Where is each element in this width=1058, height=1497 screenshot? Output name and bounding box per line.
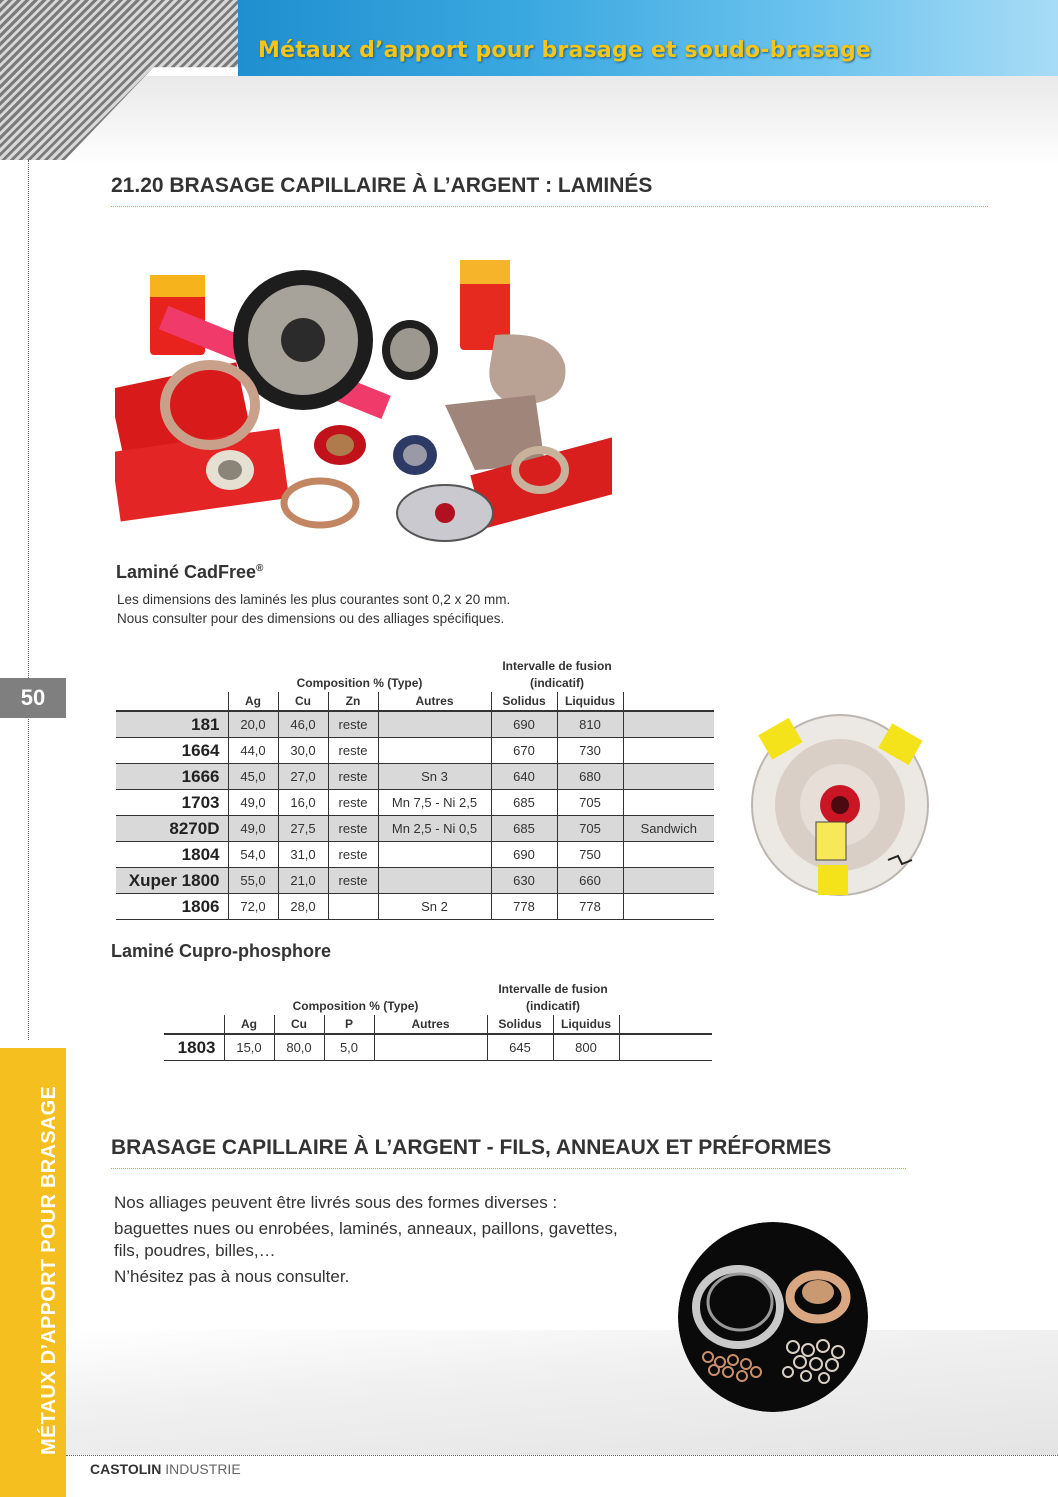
cell-solidus: 685 — [491, 790, 557, 816]
cell-ag: 44,0 — [228, 738, 278, 764]
footer-shade — [66, 1330, 1058, 1455]
cell-cu: 46,0 — [278, 711, 328, 738]
product-assortment-photo — [115, 255, 612, 550]
cell-liquidus: 750 — [557, 842, 623, 868]
cell-zn: reste — [328, 790, 378, 816]
col-header-zn: Zn — [328, 692, 378, 711]
cell-liquidus: 800 — [553, 1034, 619, 1061]
cell-autres — [378, 738, 491, 764]
forms-line2: baguettes nues ou enrobées, laminés, anneaux, paillons, gavettes, — [114, 1219, 618, 1238]
col-header-ag: Ag — [228, 692, 278, 711]
cell-autres: Sn 3 — [378, 764, 491, 790]
cell-zn — [328, 894, 378, 920]
cell-ag: 20,0 — [228, 711, 278, 738]
cell-liquidus: 730 — [557, 738, 623, 764]
alloy-code: 1804 — [116, 842, 228, 868]
cell-cu: 31,0 — [278, 842, 328, 868]
forms-line4: N’hésitez pas à nous consulter. — [114, 1267, 350, 1286]
alloy-code: 1703 — [116, 790, 228, 816]
cell-autres: Sn 2 — [378, 894, 491, 920]
cupro-title: Laminé Cupro-phosphore — [111, 941, 331, 961]
col-header-liquidus: Liquidus — [557, 692, 623, 711]
cell-cu: 27,0 — [278, 764, 328, 790]
cadfree-fusion-line1: Intervalle de fusion — [502, 659, 612, 673]
footer-brand-suffix: INDUSTRIE — [165, 1461, 241, 1477]
cadfree-description — [117, 590, 510, 628]
cupro-group-fusion — [487, 981, 619, 1015]
cell-liquidus: 705 — [557, 790, 623, 816]
cell-note — [623, 738, 714, 764]
cell-liquidus: 660 — [557, 868, 623, 894]
forms-line1: Nos alliages peuvent être livrés sous des formes diverses : — [114, 1193, 558, 1212]
table-row — [116, 816, 714, 842]
footer-brand-name: CASTOLIN — [90, 1461, 162, 1477]
cell-cu: 16,0 — [278, 790, 328, 816]
cell-cu: 21,0 — [278, 868, 328, 894]
cell-solidus: 645 — [487, 1034, 553, 1061]
col-header-cu: Cu — [274, 1015, 324, 1034]
cell-liquidus: 680 — [557, 764, 623, 790]
cell-solidus: 630 — [491, 868, 557, 894]
cell-autres — [378, 842, 491, 868]
cell-note — [623, 868, 714, 894]
laminate-reel-photo — [748, 710, 933, 900]
table-row — [116, 738, 714, 764]
table-row — [116, 842, 714, 868]
cell-autres — [378, 711, 491, 738]
cell-ag: 55,0 — [228, 868, 278, 894]
table-row — [116, 868, 714, 894]
forms-line3: fils, poudres, billes,… — [114, 1241, 276, 1260]
side-tab-label: MÉTAUX D’APPORT POUR BRASAGE — [38, 1085, 60, 1455]
cell-cu: 30,0 — [278, 738, 328, 764]
header-title: Métaux d’apport pour brasage et soudo-brasage — [258, 38, 872, 63]
cadfree-table — [116, 658, 714, 920]
cell-note — [623, 894, 714, 920]
cell-ag: 45,0 — [228, 764, 278, 790]
table-row — [116, 764, 714, 790]
cell-zn: reste — [328, 868, 378, 894]
cadfree-group-fusion — [491, 658, 623, 692]
col-header-ag: Ag — [224, 1015, 274, 1034]
cell-zn: reste — [328, 842, 378, 868]
cadfree-title — [116, 562, 263, 583]
section-rule — [111, 1168, 906, 1169]
table-row — [116, 894, 714, 920]
col-header-autres: Autres — [374, 1015, 487, 1034]
cell-liquidus: 778 — [557, 894, 623, 920]
col-header-cu: Cu — [278, 692, 328, 711]
col-header-p: P — [324, 1015, 374, 1034]
table-row — [116, 711, 714, 738]
cell-ag: 49,0 — [228, 790, 278, 816]
alloy-code: 1806 — [116, 894, 228, 920]
cell-autres: Mn 7,5 - Ni 2,5 — [378, 790, 491, 816]
footer-brand — [90, 1461, 241, 1477]
cell-note — [623, 790, 714, 816]
cupro-fusion-line2: (indicatif) — [526, 999, 580, 1013]
page-number: 50 — [0, 678, 66, 718]
cell-zn: reste — [328, 711, 378, 738]
cell-zn: reste — [328, 738, 378, 764]
cell-liquidus: 810 — [557, 711, 623, 738]
col-header-autres: Autres — [378, 692, 491, 711]
cell-note — [623, 764, 714, 790]
cell-cu: 28,0 — [278, 894, 328, 920]
cell-cu: 80,0 — [274, 1034, 324, 1061]
cupro-table — [164, 981, 712, 1061]
cell-solidus: 640 — [491, 764, 557, 790]
cell-solidus: 670 — [491, 738, 557, 764]
alloy-code: 1664 — [116, 738, 228, 764]
alloy-code: 181 — [116, 711, 228, 738]
cadfree-group-composition: Composition % (Type) — [296, 676, 423, 690]
registered-mark: ® — [256, 563, 264, 574]
cell-zn: reste — [328, 816, 378, 842]
section-title-laminates: 21.20 BRASAGE CAPILLAIRE À L’ARGENT : LAMINÉS — [111, 174, 653, 197]
cell-ag: 49,0 — [228, 816, 278, 842]
cell-ag: 15,0 — [224, 1034, 274, 1061]
cell-note — [623, 711, 714, 738]
cell-zn: reste — [328, 764, 378, 790]
cadfree-title-text: Laminé CadFree — [116, 562, 257, 582]
cupro-fusion-line1: Intervalle de fusion — [498, 982, 608, 996]
footer-rule — [66, 1455, 1058, 1456]
cell-ag: 72,0 — [228, 894, 278, 920]
alloy-code: 8270D — [116, 816, 228, 842]
cell-p: 5,0 — [324, 1034, 374, 1061]
table-row — [116, 790, 714, 816]
cell-ag: 54,0 — [228, 842, 278, 868]
cell-cu: 27,5 — [278, 816, 328, 842]
cadfree-desc-line1: Les dimensions des laminés les plus courantes sont 0,2 x 20 mm. — [117, 592, 511, 607]
alloy-code: 1666 — [116, 764, 228, 790]
col-header-solidus: Solidus — [491, 692, 557, 711]
cell-solidus: 685 — [491, 816, 557, 842]
forms-text — [114, 1192, 618, 1288]
alloy-code: 1803 — [164, 1034, 224, 1061]
rings-preforms-photo — [678, 1222, 868, 1412]
cadfree-fusion-line2: (indicatif) — [530, 676, 584, 690]
cell-solidus: 690 — [491, 711, 557, 738]
cupro-group-composition: Composition % (Type) — [292, 999, 419, 1013]
table-row — [164, 1034, 712, 1061]
section-title-wires: BRASAGE CAPILLAIRE À L’ARGENT - FILS, ANNEAUX ET PRÉFORMES — [111, 1136, 832, 1159]
col-header-solidus: Solidus — [487, 1015, 553, 1034]
cell-autres — [374, 1034, 487, 1061]
section-rule — [111, 206, 988, 207]
alloy-code: Xuper 1800 — [116, 868, 228, 894]
cell-note — [623, 842, 714, 868]
cell-solidus: 690 — [491, 842, 557, 868]
cell-autres: Mn 2,5 - Ni 0,5 — [378, 816, 491, 842]
cell-autres — [378, 868, 491, 894]
header-shadow — [60, 76, 1058, 166]
cell-note: Sandwich — [623, 816, 714, 842]
cell-solidus: 778 — [491, 894, 557, 920]
col-header-liquidus: Liquidus — [553, 1015, 619, 1034]
left-margin-dots — [28, 160, 29, 1040]
cell-liquidus: 705 — [557, 816, 623, 842]
cadfree-desc-line2: Nous consulter pour des dimensions ou des alliages spécifiques. — [117, 611, 505, 626]
